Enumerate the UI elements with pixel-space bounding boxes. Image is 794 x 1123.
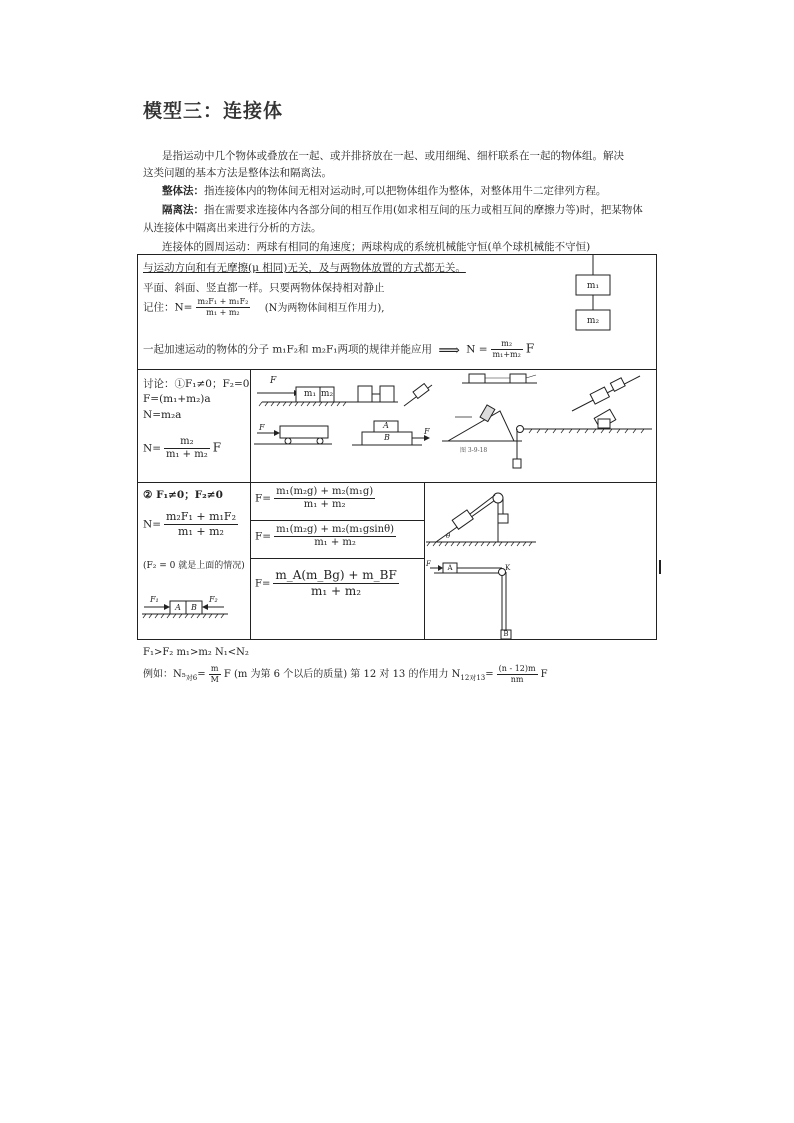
intro-line-1: 是指运动中几个物体或叠放在一起、或并排挤放在一起、或用细绳、细杆联系在一起的物体组。解决 — [162, 150, 624, 162]
circular-motion-text: 连接体的圆周运动：两球有相同的角速度；两球构成的系统机械能守恒(单个球机械能不守恒) — [162, 241, 591, 253]
whole-method — [162, 184, 606, 198]
edge-pulley-K: K — [505, 564, 511, 572]
equals: = — [485, 669, 494, 680]
fig-block-m2: m₂ — [320, 389, 334, 399]
edge-block-B: B — [503, 630, 509, 638]
f-equals: F= — [255, 492, 272, 505]
fraction-denominator: nm — [510, 675, 524, 684]
example-middle: F (m 为第 6 个以后的质量) 第 12 对 13 的作用力 N — [223, 669, 461, 680]
fraction-numerator: m₁(m₂g) + m₂(m₁g) — [276, 486, 374, 497]
isolation-method-text: 指在需要求连接体内各部分间的相互作用(如求相互间的压力或相互间的摩擦力等)时，把某物体 — [204, 204, 643, 216]
fraction-numerator: m_A(m_Bg) + m_BF — [275, 568, 397, 582]
fig-block-m1: m₁ — [303, 389, 317, 399]
subscript: 12对13 — [460, 674, 486, 682]
wedge-figure — [442, 405, 522, 441]
fraction-numerator: m₂F₁ + m₁F₂ — [166, 510, 236, 523]
text-cursor-mark — [659, 560, 661, 574]
formula-note: (N为两物体间相互作用力), — [264, 302, 385, 314]
remember-label: 记住：N= — [143, 301, 193, 314]
fraction-denominator: m₁ + m₂ — [311, 584, 362, 598]
n-equals: N = — [466, 343, 488, 356]
table-pulley-figure — [513, 409, 652, 468]
isolation-method-text-2: 从连接体中隔离出来进行分析的方法。 — [143, 222, 322, 234]
block-m2-label: m₂ — [586, 316, 600, 326]
discussion-case-1: 讨论：①F₁≠0；F₂=0 — [143, 378, 250, 390]
ab-force-F1: F₁ — [150, 595, 159, 604]
block-m1-label: m₁ — [586, 281, 600, 291]
n-equals: N= — [143, 518, 161, 531]
fig-pull-force: F — [424, 427, 430, 436]
case2-n-formula — [143, 510, 241, 539]
linked-boxes-figure — [352, 386, 398, 402]
discussion-case-2: ② F₁≠0；F₂≠0 — [143, 489, 223, 501]
fig-force-F: F — [270, 376, 277, 386]
case-formula-2 — [255, 524, 399, 549]
fraction-numerator: (n - 12)m — [498, 664, 536, 673]
whole-method-label: 整体法： — [162, 185, 204, 197]
fig-caption: 图 3-9-18 — [460, 447, 488, 454]
case-formula-1 — [255, 486, 378, 511]
fig-cart-force: F — [259, 423, 265, 432]
rule-text: 一起加速运动的物体的分子 m₁F₂和 m₂F₁两项的规律并能应用 — [143, 343, 432, 356]
box1-line-1: 与运动方向和有无摩擦(μ 相同)无关，及与两物体放置的方式都无关。 — [143, 262, 466, 274]
case1-eq-2: N=m₂a — [143, 409, 182, 421]
force-symbol: F — [540, 669, 548, 680]
pulley-figures — [426, 484, 656, 639]
table-divider — [250, 558, 424, 559]
whole-method-text: 指连接体内的物体间无相对运动时,可以把物体组作为整体，对整体用牛二定律列方程。 — [204, 185, 607, 197]
edge-force-label: F — [426, 560, 431, 568]
fraction-numerator: m — [209, 664, 221, 675]
incline-pulley-figure — [426, 493, 536, 546]
intro-line-2: 这类问题的基本方法是整体法和隔离法。 — [143, 167, 332, 179]
equals: = — [197, 669, 206, 680]
incline-angle-label: θ — [446, 532, 451, 540]
f-equals: F= — [255, 530, 272, 543]
inequality-line: F₁>F₂ m₁>m₂ N₁<N₂ — [143, 647, 249, 658]
isolation-method-label: 隔离法： — [162, 204, 204, 216]
case1-eq-1: F=(m₁+m₂)a — [143, 393, 211, 405]
table-divider — [137, 482, 657, 483]
n-equals: N= — [143, 442, 161, 455]
case2-note: (F₂ = 0 就是上面的情况) — [143, 561, 245, 571]
fig-block-A: A — [383, 421, 389, 430]
fraction-denominator: m₁ + m₂ — [314, 537, 356, 548]
f-equals: F= — [255, 578, 271, 590]
ab-block-A: A — [175, 603, 181, 612]
fraction-denominator: m₁ + m₂ — [206, 308, 240, 317]
case-formula-3 — [255, 568, 402, 599]
fraction-numerator: m₂ — [164, 436, 210, 449]
scenario-figures — [252, 371, 655, 481]
force-symbol: F — [212, 440, 222, 455]
table-edge-pulley-figure — [430, 563, 511, 639]
two-blocks-table-figure — [462, 374, 537, 383]
case1-n-formula — [143, 436, 221, 461]
fraction-numerator: m₂ — [491, 339, 523, 350]
table-divider — [250, 520, 424, 521]
fraction-denominator: m₁ + m₂ — [303, 499, 346, 510]
page-title: 模型三：连接体 — [143, 100, 284, 122]
box1-line-4 — [143, 339, 534, 360]
box1-line-2: 平面、斜面、竖直都一样。只要两物体保持相对静止 — [143, 282, 385, 294]
fig-block-B: B — [384, 433, 390, 442]
implies-arrow-icon: ⟹ — [438, 340, 460, 359]
fraction-denominator: m₁+m₂ — [492, 350, 521, 359]
example-prefix: 例如：N₅ — [143, 669, 186, 680]
fraction-denominator: M — [210, 675, 219, 684]
cart-figure — [254, 426, 332, 444]
box1-formula — [143, 297, 384, 318]
table-divider — [137, 369, 657, 370]
fraction-denominator: m₁ + m₂ — [166, 449, 208, 460]
edge-block-A: A — [447, 564, 453, 572]
fraction-numerator: m₂F₁ + m₁F₂ — [197, 297, 249, 306]
example-line — [143, 664, 548, 685]
fraction-denominator: m₁ + m₂ — [178, 525, 224, 538]
ab-block-B: B — [191, 603, 197, 612]
isolation-method — [162, 203, 643, 217]
table-divider — [424, 482, 425, 640]
fraction-numerator: m₁(m₂g) + m₂(m₁gsinθ) — [276, 524, 394, 535]
ab-force-F2: F₂ — [209, 595, 218, 604]
small-incline-figure — [404, 384, 432, 406]
subscript: 对6 — [185, 674, 198, 682]
table-divider — [250, 369, 251, 640]
force-symbol: F — [525, 341, 535, 356]
incline-pull-figure — [572, 376, 640, 411]
incline-mass-label: m — [456, 516, 463, 524]
